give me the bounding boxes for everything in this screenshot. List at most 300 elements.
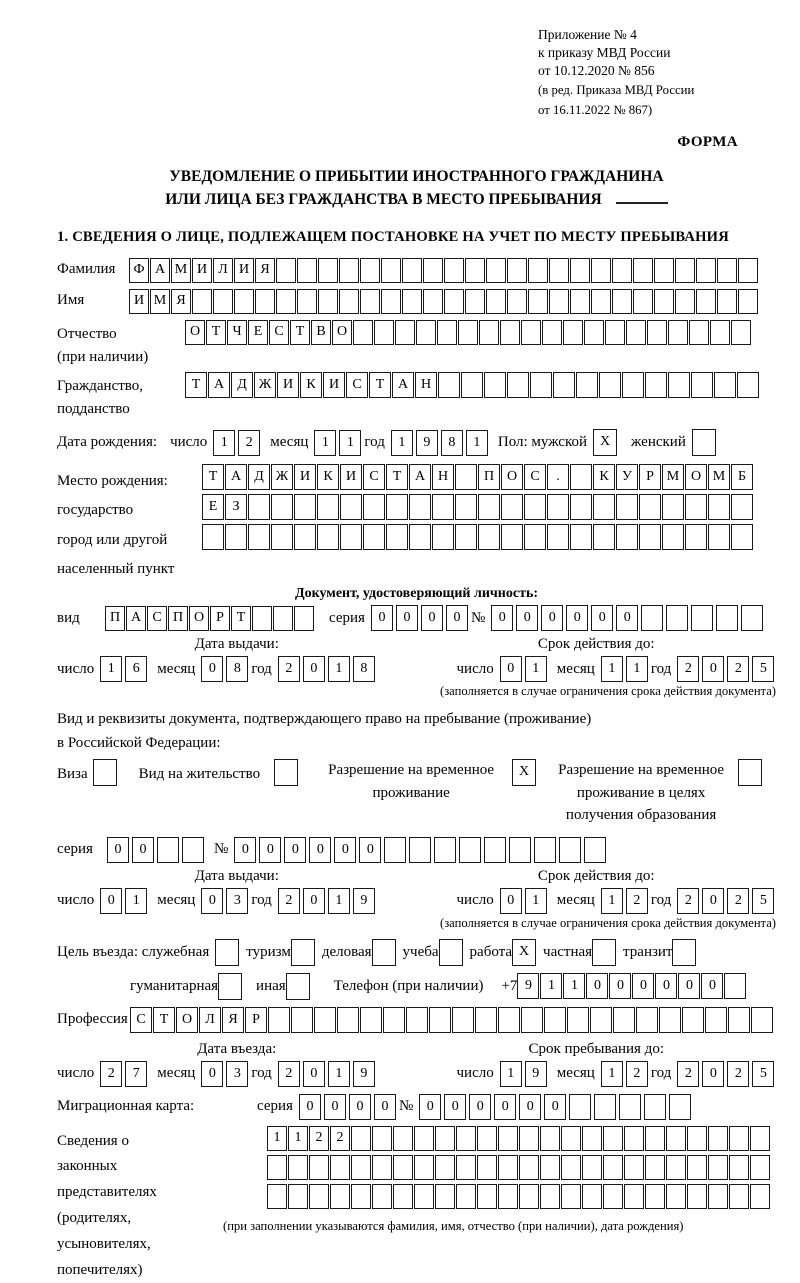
char-cell[interactable]	[691, 372, 713, 398]
char-cell[interactable]	[317, 494, 339, 520]
char-cell[interactable]	[498, 1126, 518, 1151]
char-cell[interactable]	[339, 258, 359, 283]
char-cell[interactable]	[582, 1126, 602, 1151]
char-cell[interactable]: 0	[359, 837, 381, 863]
char-cell[interactable]	[645, 372, 667, 398]
char-cell[interactable]	[484, 372, 506, 398]
permit-issue-month-cells[interactable]	[201, 888, 251, 914]
char-cell[interactable]: С	[269, 320, 289, 345]
char-cell[interactable]: 0	[309, 837, 331, 863]
char-cell[interactable]	[662, 494, 684, 520]
char-cell[interactable]	[225, 524, 247, 550]
char-cell[interactable]	[714, 372, 736, 398]
char-cell[interactable]: Т	[231, 606, 251, 631]
stay-day-cells[interactable]	[500, 1061, 550, 1087]
char-cell[interactable]	[455, 524, 477, 550]
char-cell[interactable]: 1	[328, 1061, 350, 1087]
char-cell[interactable]	[528, 258, 548, 283]
char-cell[interactable]	[750, 1126, 770, 1151]
char-cell[interactable]	[724, 973, 746, 999]
char-cell[interactable]: И	[340, 464, 362, 490]
char-cell[interactable]	[645, 1184, 665, 1209]
char-cell[interactable]	[273, 606, 293, 631]
char-cell[interactable]: 2	[238, 430, 260, 456]
char-cell[interactable]: 1	[540, 973, 562, 999]
char-cell[interactable]	[409, 837, 431, 863]
char-cell[interactable]	[626, 320, 646, 345]
char-cell[interactable]	[687, 1126, 707, 1151]
char-cell[interactable]: О	[189, 606, 209, 631]
char-cell[interactable]	[708, 1184, 728, 1209]
char-cell[interactable]: И	[234, 258, 254, 283]
char-cell[interactable]	[666, 605, 688, 631]
citizenship-cells[interactable]	[185, 372, 760, 398]
char-cell[interactable]	[234, 289, 254, 314]
char-cell[interactable]: 1	[601, 888, 623, 914]
char-cell[interactable]: 3	[226, 1061, 248, 1087]
char-cell[interactable]: X	[593, 429, 617, 456]
char-cell[interactable]	[738, 759, 762, 786]
doc-expiry-month-cells[interactable]	[601, 656, 651, 682]
char-cell[interactable]	[605, 320, 625, 345]
permit-number-cells[interactable]	[234, 837, 609, 863]
char-cell[interactable]	[584, 320, 604, 345]
purpose-study-checkbox[interactable]	[439, 939, 463, 966]
char-cell[interactable]	[288, 1184, 308, 1209]
char-cell[interactable]: Ч	[227, 320, 247, 345]
char-cell[interactable]: 1	[525, 656, 547, 682]
char-cell[interactable]: 0	[469, 1094, 491, 1120]
char-cell[interactable]	[717, 258, 737, 283]
char-cell[interactable]	[710, 320, 730, 345]
char-cell[interactable]	[478, 494, 500, 520]
char-cell[interactable]	[455, 464, 477, 490]
doc-type-cells[interactable]	[105, 606, 315, 631]
char-cell[interactable]: Н	[432, 464, 454, 490]
char-cell[interactable]	[213, 289, 233, 314]
char-cell[interactable]	[624, 1126, 644, 1151]
permit-expiry-day-cells[interactable]	[500, 888, 550, 914]
char-cell[interactable]: 0	[591, 605, 613, 631]
char-cell[interactable]	[668, 372, 690, 398]
char-cell[interactable]: 0	[678, 973, 700, 999]
char-cell[interactable]: М	[150, 289, 170, 314]
char-cell[interactable]: 0	[586, 973, 608, 999]
char-cell[interactable]: 2	[727, 1061, 749, 1087]
char-cell[interactable]	[613, 1007, 635, 1033]
char-cell[interactable]: Р	[639, 464, 661, 490]
permit-issue-day-cells[interactable]	[100, 888, 150, 914]
purpose-business-checkbox[interactable]	[215, 939, 239, 966]
char-cell[interactable]	[669, 1094, 691, 1120]
migration-series-cells[interactable]	[299, 1094, 399, 1120]
char-cell[interactable]: 9	[517, 973, 539, 999]
char-cell[interactable]: И	[277, 372, 299, 398]
char-cell[interactable]: 0	[234, 837, 256, 863]
char-cell[interactable]	[685, 494, 707, 520]
char-cell[interactable]	[465, 289, 485, 314]
char-cell[interactable]	[318, 289, 338, 314]
char-cell[interactable]	[590, 1007, 612, 1033]
char-cell[interactable]	[215, 939, 239, 966]
char-cell[interactable]: П	[105, 606, 125, 631]
char-cell[interactable]: Д	[231, 372, 253, 398]
char-cell[interactable]: З	[225, 494, 247, 520]
char-cell[interactable]	[402, 289, 422, 314]
char-cell[interactable]: Т	[369, 372, 391, 398]
char-cell[interactable]: .	[547, 464, 569, 490]
char-cell[interactable]	[582, 1155, 602, 1180]
char-cell[interactable]: 0	[491, 605, 513, 631]
char-cell[interactable]	[353, 320, 373, 345]
char-cell[interactable]	[672, 939, 696, 966]
char-cell[interactable]	[435, 1126, 455, 1151]
char-cell[interactable]	[599, 372, 621, 398]
char-cell[interactable]: Т	[202, 464, 224, 490]
char-cell[interactable]: 2	[677, 656, 699, 682]
char-cell[interactable]: 0	[655, 973, 677, 999]
visa-checkbox[interactable]	[93, 759, 117, 786]
permit-issue-year-cells[interactable]	[278, 888, 378, 914]
char-cell[interactable]	[519, 1155, 539, 1180]
char-cell[interactable]	[437, 320, 457, 345]
char-cell[interactable]	[731, 494, 753, 520]
char-cell[interactable]: П	[478, 464, 500, 490]
char-cell[interactable]	[360, 258, 380, 283]
sex-female-checkbox[interactable]	[692, 429, 716, 456]
char-cell[interactable]	[729, 1155, 749, 1180]
residence-permit-checkbox[interactable]	[274, 759, 298, 786]
char-cell[interactable]	[406, 1007, 428, 1033]
char-cell[interactable]: А	[208, 372, 230, 398]
char-cell[interactable]: 0	[500, 888, 522, 914]
migration-number-cells[interactable]	[419, 1094, 694, 1120]
char-cell[interactable]	[593, 524, 615, 550]
char-cell[interactable]	[297, 258, 317, 283]
char-cell[interactable]	[248, 494, 270, 520]
char-cell[interactable]	[248, 524, 270, 550]
char-cell[interactable]	[309, 1184, 329, 1209]
char-cell[interactable]	[444, 289, 464, 314]
char-cell[interactable]	[530, 372, 552, 398]
char-cell[interactable]	[276, 289, 296, 314]
char-cell[interactable]	[274, 759, 298, 786]
char-cell[interactable]: У	[616, 464, 638, 490]
birth-day-cells[interactable]	[213, 430, 263, 456]
temp-permit-checkbox[interactable]	[512, 759, 536, 786]
char-cell[interactable]	[708, 494, 730, 520]
char-cell[interactable]	[570, 464, 592, 490]
char-cell[interactable]	[567, 1007, 589, 1033]
char-cell[interactable]: Р	[245, 1007, 267, 1033]
char-cell[interactable]: Я	[255, 258, 275, 283]
char-cell[interactable]	[434, 837, 456, 863]
char-cell[interactable]	[330, 1155, 350, 1180]
char-cell[interactable]	[465, 258, 485, 283]
char-cell[interactable]: 0	[303, 656, 325, 682]
purpose-commercial-checkbox[interactable]	[372, 939, 396, 966]
char-cell[interactable]: 0	[371, 605, 393, 631]
char-cell[interactable]: К	[300, 372, 322, 398]
char-cell[interactable]: О	[501, 464, 523, 490]
char-cell[interactable]	[509, 837, 531, 863]
char-cell[interactable]: О	[332, 320, 352, 345]
char-cell[interactable]: Т	[206, 320, 226, 345]
char-cell[interactable]: 1	[125, 888, 147, 914]
edu-permit-checkbox[interactable]	[738, 759, 762, 786]
char-cell[interactable]: 2	[309, 1126, 329, 1151]
char-cell[interactable]	[386, 524, 408, 550]
char-cell[interactable]: 2	[626, 1061, 648, 1087]
char-cell[interactable]	[294, 494, 316, 520]
char-cell[interactable]	[340, 524, 362, 550]
char-cell[interactable]	[716, 605, 738, 631]
char-cell[interactable]: Б	[731, 464, 753, 490]
char-cell[interactable]: 1	[100, 656, 122, 682]
char-cell[interactable]	[593, 494, 615, 520]
char-cell[interactable]	[540, 1126, 560, 1151]
char-cell[interactable]	[294, 606, 314, 631]
char-cell[interactable]	[639, 524, 661, 550]
char-cell[interactable]: И	[323, 372, 345, 398]
char-cell[interactable]: 1	[213, 430, 235, 456]
char-cell[interactable]: 0	[284, 837, 306, 863]
char-cell[interactable]	[738, 289, 758, 314]
char-cell[interactable]: 9	[353, 888, 375, 914]
char-cell[interactable]: 1	[328, 888, 350, 914]
char-cell[interactable]	[402, 258, 422, 283]
char-cell[interactable]: К	[317, 464, 339, 490]
char-cell[interactable]	[395, 320, 415, 345]
char-cell[interactable]	[383, 1007, 405, 1033]
char-cell[interactable]	[393, 1155, 413, 1180]
char-cell[interactable]	[317, 524, 339, 550]
char-cell[interactable]	[452, 1007, 474, 1033]
char-cell[interactable]	[288, 1155, 308, 1180]
char-cell[interactable]	[582, 1184, 602, 1209]
char-cell[interactable]: 0	[100, 888, 122, 914]
char-cell[interactable]	[738, 258, 758, 283]
birth-place-cells-line3[interactable]	[202, 524, 754, 550]
birth-place-cells-line2[interactable]	[202, 494, 754, 520]
char-cell[interactable]: 0	[609, 973, 631, 999]
char-cell[interactable]: А	[392, 372, 414, 398]
char-cell[interactable]	[668, 320, 688, 345]
phone-cells[interactable]	[517, 973, 747, 999]
char-cell[interactable]	[570, 289, 590, 314]
char-cell[interactable]	[351, 1184, 371, 1209]
char-cell[interactable]	[291, 939, 315, 966]
char-cell[interactable]	[271, 524, 293, 550]
char-cell[interactable]	[486, 289, 506, 314]
char-cell[interactable]	[741, 605, 763, 631]
char-cell[interactable]: 1	[525, 888, 547, 914]
char-cell[interactable]: 5	[752, 888, 774, 914]
char-cell[interactable]: 0	[616, 605, 638, 631]
char-cell[interactable]	[540, 1184, 560, 1209]
char-cell[interactable]: 8	[353, 656, 375, 682]
char-cell[interactable]: 2	[677, 888, 699, 914]
char-cell[interactable]: Р	[210, 606, 230, 631]
char-cell[interactable]	[360, 1007, 382, 1033]
char-cell[interactable]	[479, 320, 499, 345]
char-cell[interactable]: Е	[248, 320, 268, 345]
char-cell[interactable]: 0	[324, 1094, 346, 1120]
char-cell[interactable]: А	[126, 606, 146, 631]
char-cell[interactable]	[409, 494, 431, 520]
char-cell[interactable]	[547, 524, 569, 550]
char-cell[interactable]: 0	[701, 973, 723, 999]
char-cell[interactable]	[439, 939, 463, 966]
char-cell[interactable]	[603, 1126, 623, 1151]
birth-month-cells[interactable]	[314, 430, 364, 456]
char-cell[interactable]: 0	[500, 656, 522, 682]
char-cell[interactable]	[687, 1155, 707, 1180]
char-cell[interactable]: Л	[213, 258, 233, 283]
char-cell[interactable]: 7	[125, 1061, 147, 1087]
char-cell[interactable]: К	[593, 464, 615, 490]
char-cell[interactable]: О	[185, 320, 205, 345]
name-cells[interactable]	[129, 289, 759, 314]
char-cell[interactable]	[750, 1184, 770, 1209]
char-cell[interactable]	[351, 1126, 371, 1151]
char-cell[interactable]	[461, 372, 483, 398]
char-cell[interactable]	[423, 289, 443, 314]
char-cell[interactable]: 0	[446, 605, 468, 631]
doc-issue-day-cells[interactable]	[100, 656, 150, 682]
birth-place-cells-line1[interactable]	[202, 464, 754, 490]
char-cell[interactable]: 0	[544, 1094, 566, 1120]
char-cell[interactable]: 2	[727, 656, 749, 682]
char-cell[interactable]	[500, 320, 520, 345]
char-cell[interactable]: 0	[303, 1061, 325, 1087]
char-cell[interactable]	[192, 289, 212, 314]
char-cell[interactable]	[157, 837, 179, 863]
char-cell[interactable]: 0	[107, 837, 129, 863]
char-cell[interactable]	[662, 524, 684, 550]
char-cell[interactable]	[409, 524, 431, 550]
char-cell[interactable]	[612, 258, 632, 283]
char-cell[interactable]: 1	[563, 973, 585, 999]
char-cell[interactable]: 1	[267, 1126, 287, 1151]
char-cell[interactable]	[591, 258, 611, 283]
char-cell[interactable]	[363, 494, 385, 520]
char-cell[interactable]	[477, 1184, 497, 1209]
char-cell[interactable]	[729, 1184, 749, 1209]
char-cell[interactable]	[751, 1007, 773, 1033]
char-cell[interactable]	[414, 1184, 434, 1209]
doc-expiry-year-cells[interactable]	[677, 656, 777, 682]
char-cell[interactable]: 2	[626, 888, 648, 914]
char-cell[interactable]	[612, 289, 632, 314]
purpose-transit-checkbox[interactable]	[672, 939, 696, 966]
char-cell[interactable]	[636, 1007, 658, 1033]
char-cell[interactable]	[696, 289, 716, 314]
char-cell[interactable]	[731, 524, 753, 550]
char-cell[interactable]: Д	[248, 464, 270, 490]
char-cell[interactable]: 2	[278, 1061, 300, 1087]
char-cell[interactable]: М	[171, 258, 191, 283]
char-cell[interactable]	[478, 524, 500, 550]
char-cell[interactable]	[521, 1007, 543, 1033]
char-cell[interactable]: 0	[396, 605, 418, 631]
char-cell[interactable]	[252, 606, 272, 631]
char-cell[interactable]: Т	[386, 464, 408, 490]
representatives-cells-line3[interactable]	[267, 1184, 771, 1209]
char-cell[interactable]: Я	[222, 1007, 244, 1033]
char-cell[interactable]: П	[168, 606, 188, 631]
char-cell[interactable]: 0	[374, 1094, 396, 1120]
char-cell[interactable]: Т	[153, 1007, 175, 1033]
char-cell[interactable]: Ж	[254, 372, 276, 398]
char-cell[interactable]: 3	[226, 888, 248, 914]
char-cell[interactable]: И	[294, 464, 316, 490]
char-cell[interactable]: Ж	[271, 464, 293, 490]
char-cell[interactable]	[641, 605, 663, 631]
char-cell[interactable]: 1	[328, 656, 350, 682]
representatives-cells-line1[interactable]	[267, 1126, 771, 1151]
char-cell[interactable]: Ф	[129, 258, 149, 283]
char-cell[interactable]	[432, 494, 454, 520]
char-cell[interactable]: 1	[601, 1061, 623, 1087]
char-cell[interactable]: 2	[727, 888, 749, 914]
char-cell[interactable]: 1	[626, 656, 648, 682]
entry-year-cells[interactable]	[278, 1061, 378, 1087]
char-cell[interactable]	[584, 837, 606, 863]
char-cell[interactable]	[507, 372, 529, 398]
char-cell[interactable]	[619, 1094, 641, 1120]
char-cell[interactable]	[549, 258, 569, 283]
char-cell[interactable]: М	[708, 464, 730, 490]
permit-expiry-month-cells[interactable]	[601, 888, 651, 914]
char-cell[interactable]: 1	[339, 430, 361, 456]
char-cell[interactable]	[498, 1007, 520, 1033]
char-cell[interactable]	[507, 258, 527, 283]
char-cell[interactable]	[484, 837, 506, 863]
char-cell[interactable]	[603, 1184, 623, 1209]
char-cell[interactable]	[309, 1155, 329, 1180]
char-cell[interactable]	[255, 289, 275, 314]
char-cell[interactable]	[218, 973, 242, 1000]
char-cell[interactable]	[666, 1184, 686, 1209]
purpose-private-checkbox[interactable]	[592, 939, 616, 966]
char-cell[interactable]	[276, 258, 296, 283]
char-cell[interactable]	[456, 1155, 476, 1180]
char-cell[interactable]: 8	[441, 430, 463, 456]
char-cell[interactable]	[381, 258, 401, 283]
char-cell[interactable]	[561, 1126, 581, 1151]
char-cell[interactable]: Н	[415, 372, 437, 398]
char-cell[interactable]	[728, 1007, 750, 1033]
patronymic-cells[interactable]	[185, 320, 752, 345]
sex-male-checkbox[interactable]	[593, 429, 617, 456]
char-cell[interactable]: И	[192, 258, 212, 283]
doc-number-cells[interactable]	[491, 605, 766, 631]
entry-month-cells[interactable]	[201, 1061, 251, 1087]
char-cell[interactable]: 0	[349, 1094, 371, 1120]
char-cell[interactable]: X	[512, 759, 536, 786]
char-cell[interactable]: С	[363, 464, 385, 490]
char-cell[interactable]	[675, 258, 695, 283]
char-cell[interactable]	[576, 372, 598, 398]
char-cell[interactable]: С	[147, 606, 167, 631]
char-cell[interactable]	[459, 837, 481, 863]
char-cell[interactable]	[750, 1155, 770, 1180]
char-cell[interactable]: А	[150, 258, 170, 283]
char-cell[interactable]	[540, 1155, 560, 1180]
char-cell[interactable]: Я	[171, 289, 191, 314]
char-cell[interactable]	[639, 494, 661, 520]
